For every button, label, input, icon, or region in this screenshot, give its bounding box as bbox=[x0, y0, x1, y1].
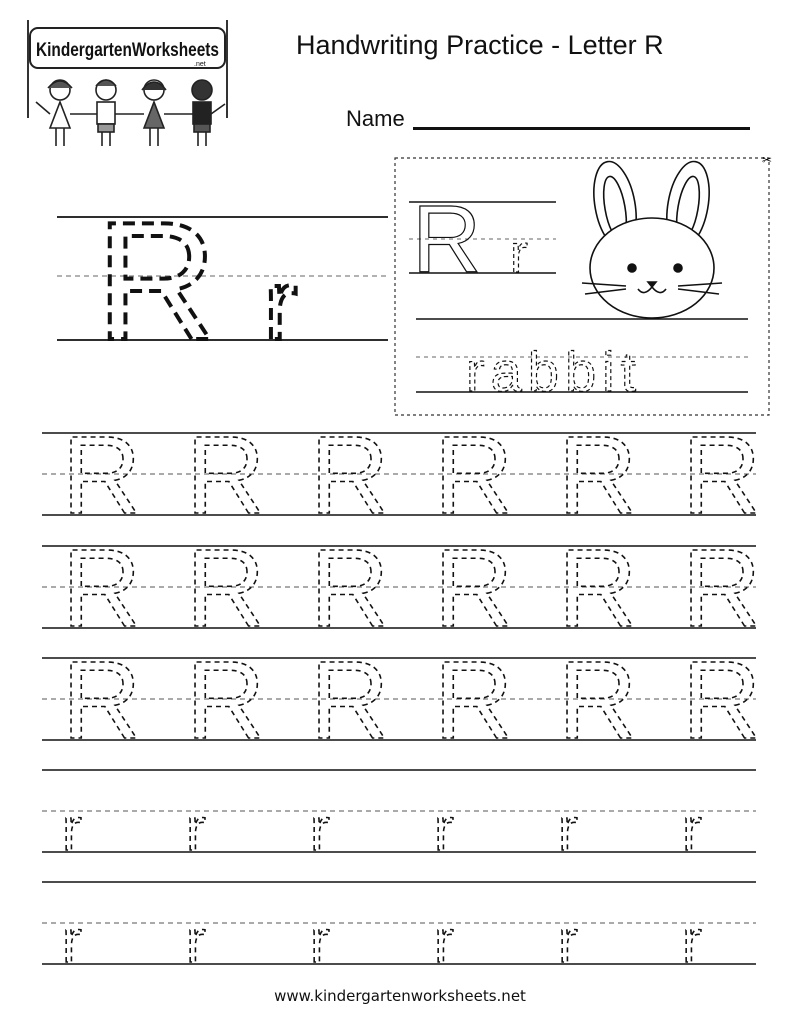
practice-row[interactable] bbox=[42, 882, 756, 975]
trace-letter: R bbox=[62, 414, 142, 537]
trace-letter: R bbox=[62, 639, 142, 762]
demo-upper-letter: R bbox=[96, 187, 218, 375]
name-label: Name bbox=[346, 106, 405, 131]
practice-row[interactable] bbox=[42, 639, 761, 762]
trace-letter: r bbox=[310, 796, 330, 863]
trace-letter: r bbox=[434, 908, 454, 975]
card-lower-letter: r bbox=[510, 224, 528, 284]
trace-letter: R bbox=[186, 639, 266, 762]
trace-letter: r bbox=[186, 908, 206, 975]
trace-letter: r bbox=[310, 908, 330, 975]
trace-letter: R bbox=[558, 527, 638, 650]
scissors-icon: ✂ bbox=[762, 153, 773, 167]
practice-rows bbox=[42, 414, 761, 975]
trace-letter: R bbox=[434, 414, 514, 537]
trace-letter: r bbox=[682, 796, 702, 863]
trace-letter: r bbox=[682, 908, 702, 975]
practice-row[interactable] bbox=[42, 414, 761, 537]
picture-card bbox=[395, 153, 772, 415]
card-word: rabbit bbox=[466, 340, 643, 403]
trace-letter: R bbox=[558, 414, 638, 537]
trace-letter: R bbox=[682, 414, 762, 537]
practice-row[interactable] bbox=[42, 527, 761, 650]
trace-letter: R bbox=[682, 639, 762, 762]
trace-letter: R bbox=[434, 639, 514, 762]
trace-letter: R bbox=[558, 639, 638, 762]
rabbit-face-icon bbox=[582, 158, 722, 318]
card-upper-letter: R bbox=[412, 186, 482, 293]
demo-lower-letter: r bbox=[264, 249, 298, 361]
trace-letter: r bbox=[558, 796, 578, 863]
logo-brand-suffix: .net bbox=[194, 61, 206, 68]
trace-letter: R bbox=[434, 527, 514, 650]
trace-letter: r bbox=[434, 796, 454, 863]
trace-letter: r bbox=[62, 796, 82, 863]
trace-letter: R bbox=[310, 527, 390, 650]
logo-brand-left: Kindergarten bbox=[36, 40, 155, 61]
trace-letter: r bbox=[186, 796, 206, 863]
trace-letter: R bbox=[62, 527, 142, 650]
page-title: Handwriting Practice - Letter R bbox=[296, 30, 664, 60]
trace-letter: R bbox=[310, 639, 390, 762]
trace-letter: R bbox=[186, 414, 266, 537]
footer-website: www.kindergartenworksheets.net bbox=[274, 987, 526, 1005]
trace-letter: r bbox=[62, 908, 82, 975]
trace-letter: r bbox=[558, 908, 578, 975]
trace-letter: R bbox=[186, 527, 266, 650]
trace-letter: R bbox=[310, 414, 390, 537]
practice-row[interactable] bbox=[42, 770, 756, 863]
logo-brand-right: Worksheets bbox=[131, 40, 240, 61]
trace-letter: R bbox=[682, 527, 762, 650]
